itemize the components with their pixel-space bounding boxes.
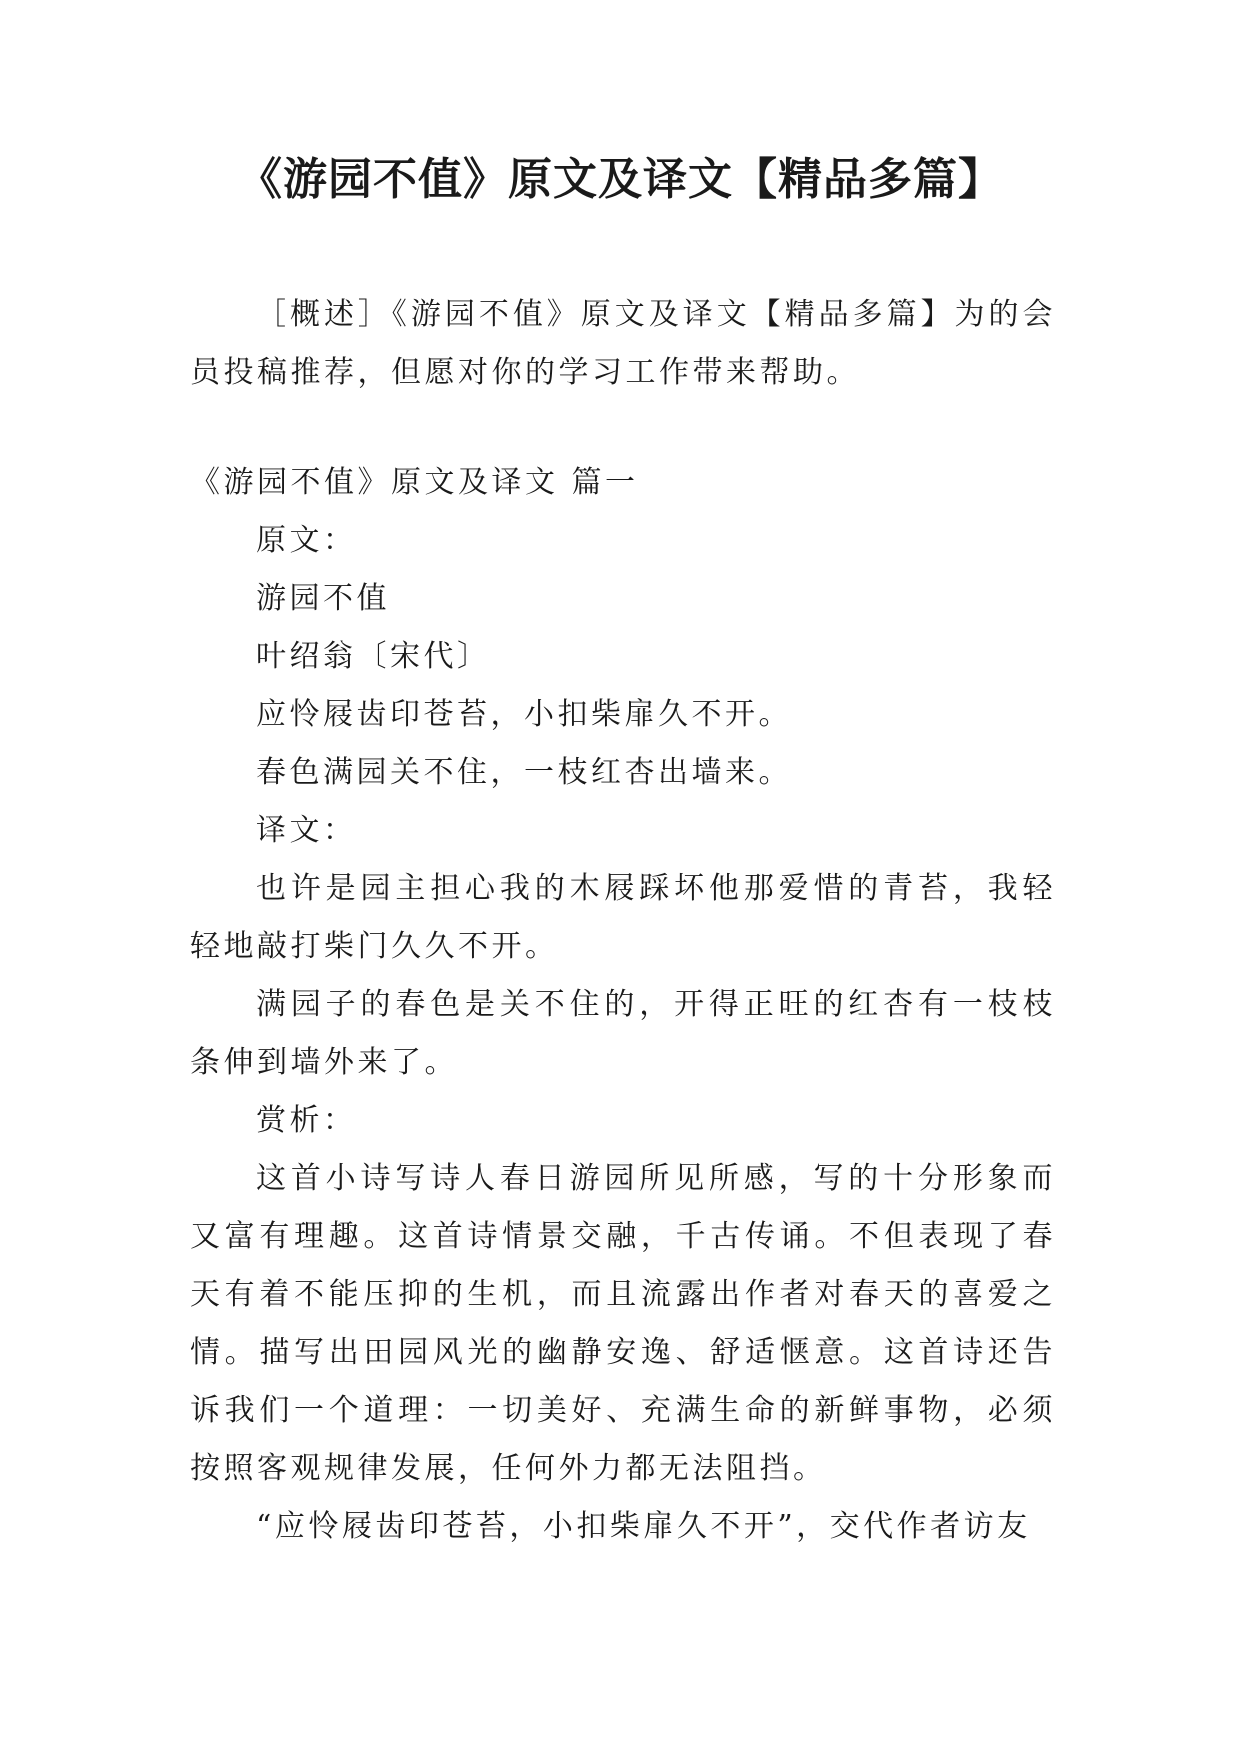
translation-label: 译文：	[256, 813, 357, 848]
summary-paragraph: ［概述］《游园不值》原文及译文【精品多篇】为的会员投稿推荐，但愿对你的学习工作带来帮助。	[190, 297, 1056, 390]
original-label: 原文：	[256, 523, 357, 558]
translation-paragraph: 也许是园主担心我的木屐踩坏他那爱惜的青苔，我轻轻地敲打柴门久久不开。	[190, 871, 1056, 964]
poem-line: 春色满园关不住，一枝红杏出墙来。	[256, 755, 792, 790]
section-heading: 《游园不值》原文及译文 篇一	[190, 465, 639, 500]
document-title: 《游园不值》原文及译文【精品多篇】	[238, 154, 1003, 205]
appreciation-paragraph: “应怜屐齿印苍苔，小扣柴扉久不开”，交代作者访友	[256, 1509, 1031, 1544]
document-body	[190, 286, 1056, 1556]
poem-title: 游园不值	[256, 581, 390, 616]
appreciation-paragraph: 这首小诗写诗人春日游园所见所感，写的十分形象而又富有理趣。这首诗情景交融，千古传诵。不但表现了春天有着不能压抑的生机，而且流露出作者对春天的喜爱之情。描写出田园风光的幽静安逸、舒适惬意。这首诗还告诉我们一个道理：一切美好、充满生命的新鲜事物，必须按照客观规律发展，任何外力都无法阻挡。	[190, 1161, 1056, 1486]
poem-line: 应怜屐齿印苍苔，小扣柴扉久不开。	[256, 697, 792, 732]
translation-paragraph: 满园子的春色是关不住的，开得正旺的红杏有一枝枝条伸到墙外来了。	[190, 987, 1056, 1080]
appreciation-label: 赏析：	[256, 1103, 357, 1138]
poem-author: 叶绍翁〔宋代〕	[256, 639, 491, 674]
